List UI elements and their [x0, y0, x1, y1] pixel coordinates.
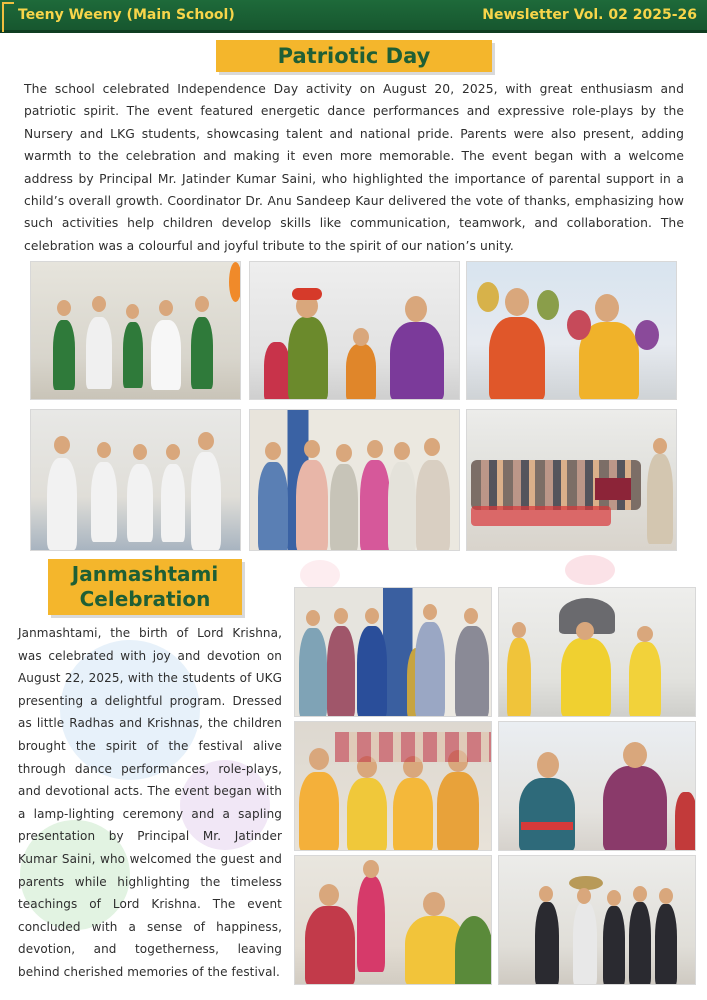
patriotic-photo-4 — [30, 409, 241, 551]
school-name: Teeny Weeny (Main School) — [18, 7, 235, 23]
janmashtami-title-line2: Celebration — [79, 587, 211, 611]
janmashtami-photo-3 — [294, 721, 492, 851]
patriotic-photo-2 — [249, 261, 460, 400]
janmashtami-photo-1 — [294, 587, 492, 717]
newsletter-volume: Newsletter Vol. 02 2025-26 — [482, 7, 697, 23]
janmashtami-photo-5 — [294, 855, 492, 985]
background-flower-decoration — [300, 560, 340, 590]
patriotic-day-paragraph: The school celebrated Independence Day activity on August 20, 2025, with great enthusiasm and patriotic spirit. The event featured energetic dance performances and expressive role-plays by the Nursery and LKG students, showcasing talent and national pride. Parents were also present, adding warmth to the celebration and making it even more memorable. The event began with a welcome address by Principal Mr. Jatinder Kumar Saini, who highlighted the importance of parental support in a child’s overall growth. Coordinator Dr. Anu Sandeep Kaur delivered the vote of thanks, emphasizing how such activities help children develop skills like communication, teamwork, and collaboration. The celebration was a colourful and joyful tribute to the spirit of our nation’s unity. — [24, 82, 684, 253]
header-corner-ornament — [2, 2, 14, 32]
janmashtami-photo-4 — [498, 721, 696, 851]
patriotic-day-title: Patriotic Day — [216, 40, 492, 72]
janmashtami-photo-6 — [498, 855, 696, 985]
janmashtami-photo-2 — [498, 587, 696, 717]
janmashtami-paragraph: Janmashtami, the birth of Lord Krishna, was celebrated with joy and devotion on August 22, 2025, with the students of UKG presenting a delightful program. Dressed as little Radhas and Krishnas, the children brought the spirit of the festival alive through dance performances, role-plays, and devotional acts. The event began with a lamp-lighting ceremony and a sapling presentation by Principal Mr. Jatinder Kumar Saini, who welcomed the guest and parents while highlighting the timeless teachings of Lord Krishna. The event concluded with a sense of happiness, devotion, and togetherness, leaving behind cherished memories of the festival. — [18, 626, 282, 979]
patriotic-photo-3 — [466, 261, 677, 400]
patriotic-photo-6 — [466, 409, 677, 551]
janmashtami-title-line1: Janmashtami — [71, 562, 219, 586]
patriotic-photo-5 — [249, 409, 460, 551]
janmashtami-title — [48, 559, 242, 615]
background-flower-decoration — [565, 555, 615, 585]
newsletter-header-bar — [0, 0, 707, 33]
patriotic-photo-1 — [30, 261, 241, 400]
